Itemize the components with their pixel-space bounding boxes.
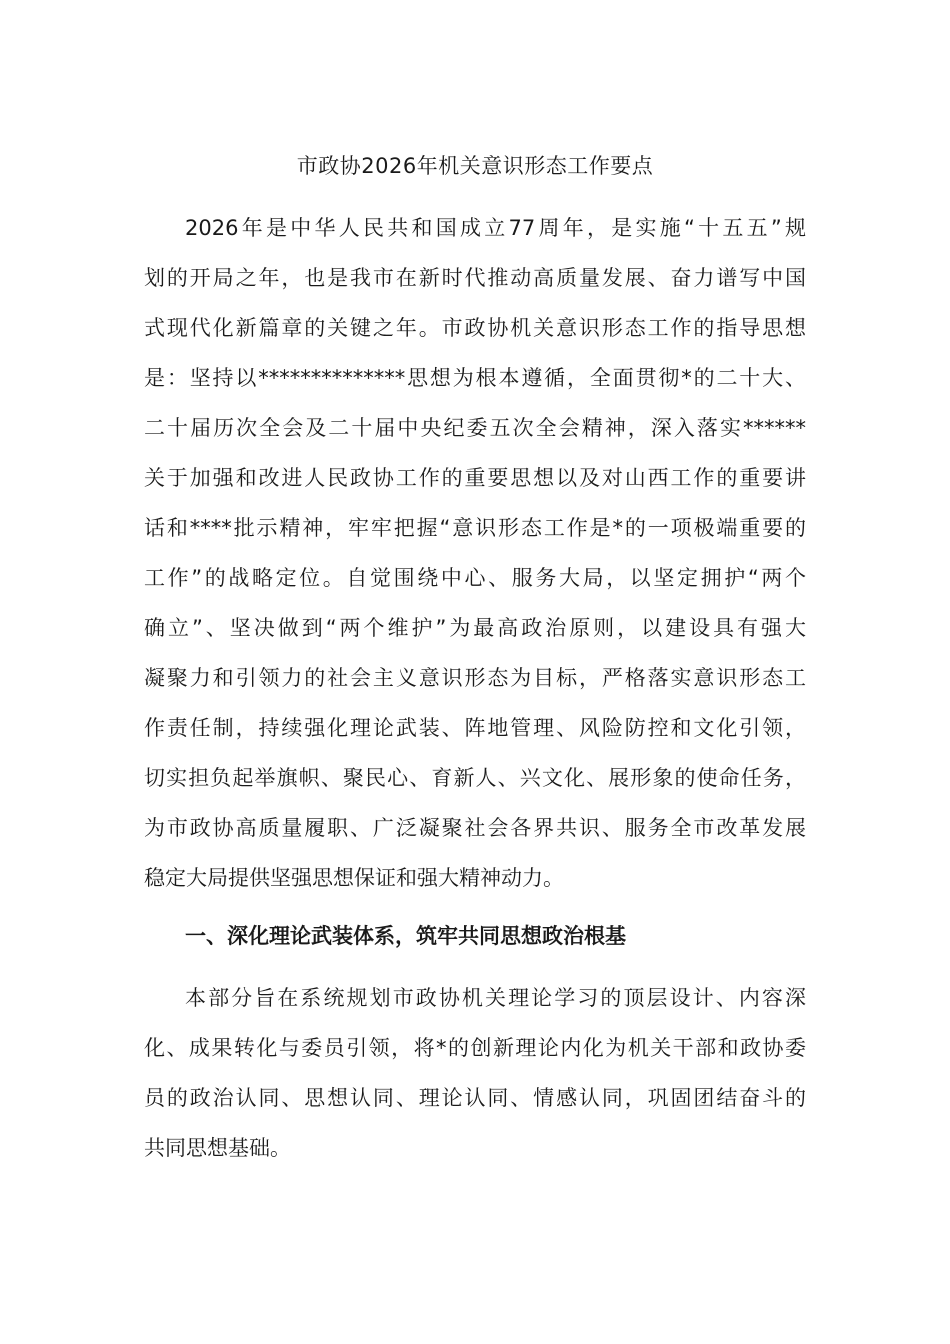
section1-line: 员的政治认同、思想认同、理论认同、情感认同，巩固团结奋斗的: [144, 1086, 806, 1110]
intro-line: 切实担负起举旗帜、聚民心、育新人、兴文化、展形象的使命任务，: [144, 766, 806, 790]
intro-line: 式现代化新篇章的关键之年。市政协机关意识形态工作的指导思想: [144, 316, 806, 340]
intro-line: 话和****批示精神，牢牢把握“意识形态工作是*的一项极端重要的: [144, 516, 806, 540]
intro-line: 工作”的战略定位。自觉围绕中心、服务大局，以坚定拥护“两个: [144, 566, 806, 590]
document-title: 市政协2026年机关意识形态工作要点: [296, 154, 654, 178]
intro-line: 为市政协高质量履职、广泛凝聚社会各界共识、服务全市改革发展: [144, 816, 806, 840]
intro-line: 凝聚力和引领力的社会主义意识形态为目标，严格落实意识形态工: [144, 666, 806, 690]
intro-line: 二十届历次全会及二十届中央纪委五次全会精神，深入落实******: [144, 416, 806, 440]
section1-line: 本部分旨在系统规划市政协机关理论学习的顶层设计、内容深: [185, 986, 806, 1010]
intro-line: 是：坚持以**************思想为根本遵循，全面贯彻*的二十大、: [144, 366, 806, 390]
intro-line: 关于加强和改进人民政协工作的重要思想以及对山西工作的重要讲: [144, 466, 806, 490]
section1-line: 化、成果转化与委员引领，将*的创新理论内化为机关干部和政协委: [144, 1036, 806, 1060]
intro-line: 2026年是中华人民共和国成立77周年，是实施“十五五”规: [185, 216, 806, 240]
section1-line: 共同思想基础。: [144, 1136, 291, 1160]
intro-line: 划的开局之年，也是我市在新时代推动高质量发展、奋力谱写中国: [144, 266, 806, 290]
intro-line: 确立”、坚决做到“两个维护”为最高政治原则，以建设具有强大: [144, 616, 806, 640]
intro-line: 作责任制，持续强化理论武装、阵地管理、风险防控和文化引领，: [144, 716, 806, 740]
intro-line: 稳定大局提供坚强思想保证和强大精神动力。: [144, 866, 564, 890]
section-heading: 一、深化理论武装体系，筑牢共同思想政治根基: [185, 924, 626, 948]
